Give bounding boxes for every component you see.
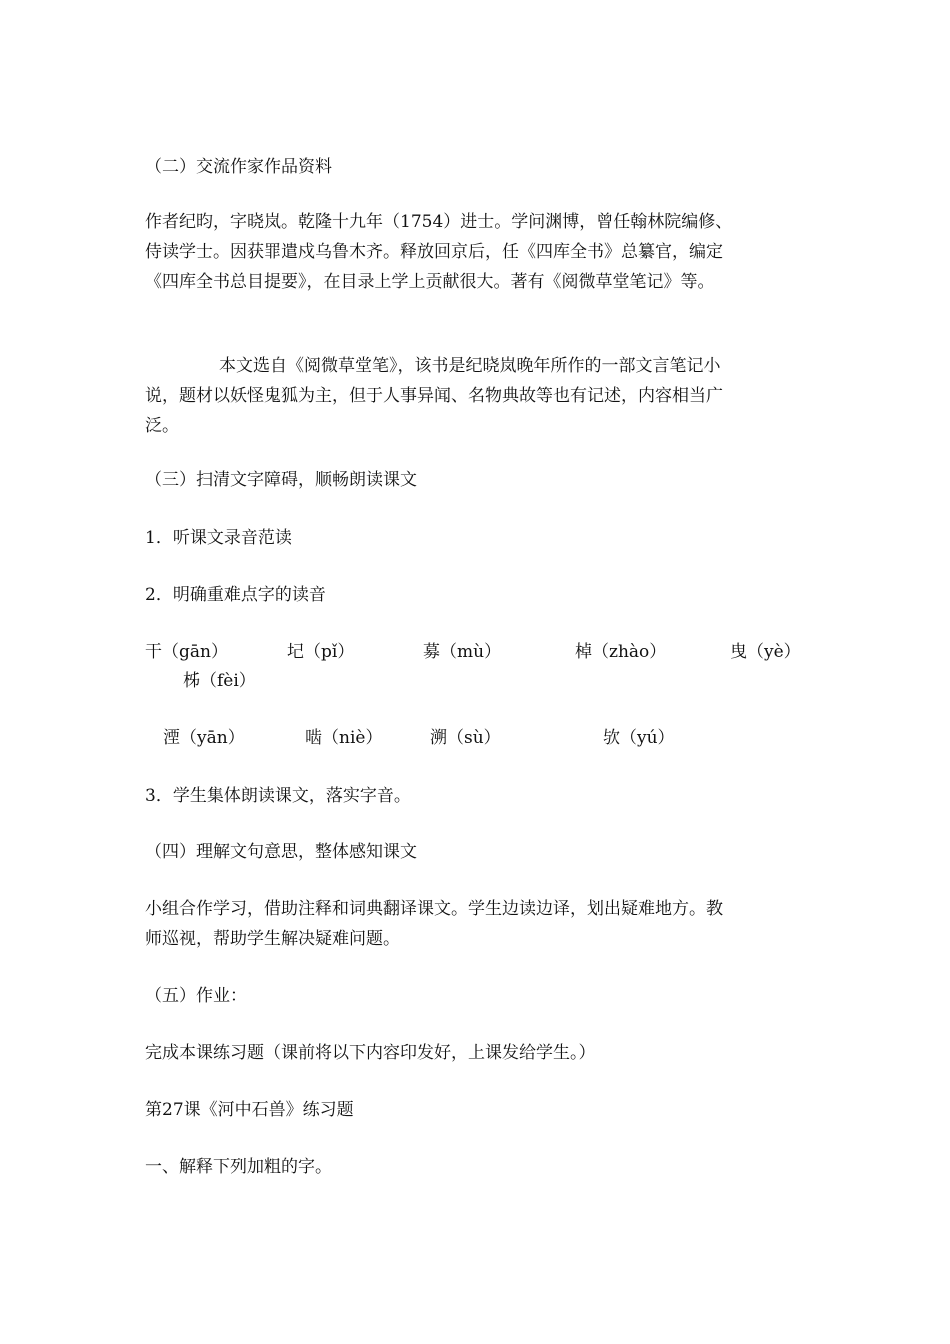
step-2: 2．明确重难点字的读音 xyxy=(145,585,326,605)
pinyin-item: 干（gān） xyxy=(145,642,228,662)
exercise-part-1: 一、解释下列加粗的字。 xyxy=(145,1157,332,1177)
pinyin-item: 溯（sù） xyxy=(430,728,501,748)
pinyin-row-2 xyxy=(145,724,815,752)
pinyin-item: 棹（zhào） xyxy=(575,642,667,662)
pinyin-item: 圮（pǐ） xyxy=(287,642,355,662)
pinyin-item: 曳（yè） xyxy=(730,642,801,662)
pinyin-item: 募（mù） xyxy=(423,642,502,662)
pinyin-row-1 xyxy=(145,638,815,666)
pinyin-item: 湮（yān） xyxy=(163,728,245,748)
step-1: 1．听课文录音范读 xyxy=(145,528,292,548)
pinyin-item: 啮（niè） xyxy=(305,728,383,748)
section-heading-5: （五）作业： xyxy=(145,986,247,1006)
group-para-line-1: 小组合作学习，借助注释和词典翻译课文。学生边读边译，划出疑难地方。教 xyxy=(145,899,723,919)
source-para-line-3: 泛。 xyxy=(145,416,179,436)
homework-note: 完成本课练习题（课前将以下内容印发好，上课发给学生。） xyxy=(145,1043,596,1063)
exercise-title: 第27课《河中石兽》练习题 xyxy=(145,1100,354,1120)
pinyin-item: 欤（yú） xyxy=(603,728,675,748)
source-para-line-1: 本文选自《阅微草堂笔》，该书是纪晓岚晚年所作的一部文言笔记小 xyxy=(219,356,721,376)
section-heading-2: （二）交流作家作品资料 xyxy=(145,157,332,177)
pinyin-row-1-wrap: 柹（fèi） xyxy=(183,671,256,691)
section-heading-4: （四）理解文句意思，整体感知课文 xyxy=(145,842,417,862)
author-para-line-3: 《四库全书总目提要》，在目录上学上贡献很大。著有《阅微草堂笔记》等。 xyxy=(145,272,715,292)
group-para-line-2: 师巡视，帮助学生解决疑难问题。 xyxy=(145,929,400,949)
author-para-line-2: 侍读学士。因获罪遣戍乌鲁木齐。释放回京后，任《四库全书》总纂官，编定 xyxy=(145,242,723,262)
source-para-line-2: 说，题材以妖怪鬼狐为主，但于人事异闻、名物典故等也有记述，内容相当广 xyxy=(145,386,723,406)
section-heading-3: （三）扫清文字障碍，顺畅朗读课文 xyxy=(145,470,417,490)
step-3: 3．学生集体朗读课文，落实字音。 xyxy=(145,786,411,806)
author-para-line-1: 作者纪昀，字晓岚。乾隆十九年（1754）进士。学问渊博，曾任翰林院编修、 xyxy=(145,212,733,232)
